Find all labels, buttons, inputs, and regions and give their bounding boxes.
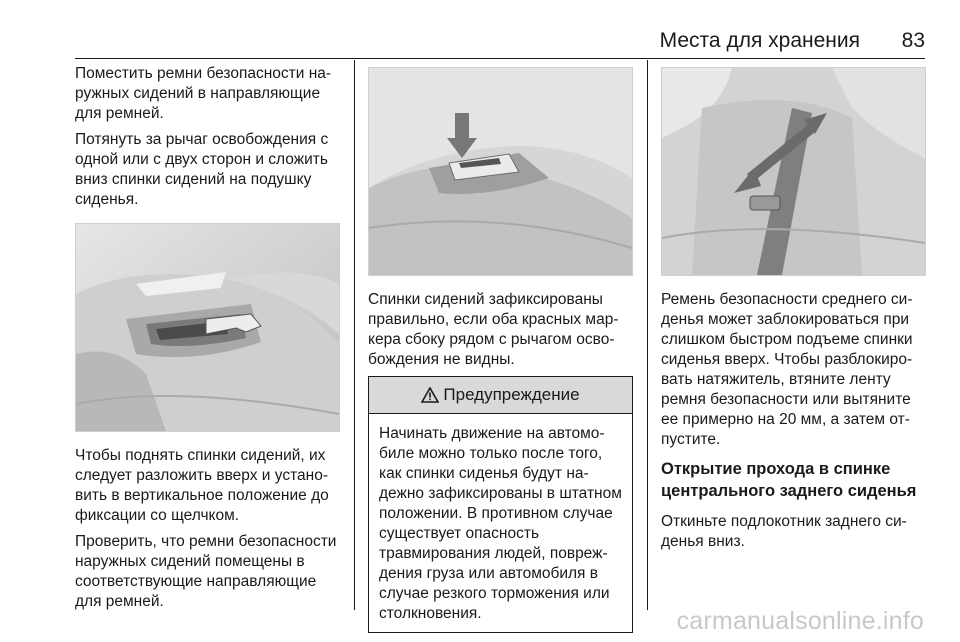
warning-text: Начинать движение на автомобиле можно только после того, как спинки сиденья будут надежно зафиксированы в штатном положении. В противном случае существует опасность травмирования людей, повреждения груза или автомобиля в случае резкого торможения или столкновения.: [379, 425, 622, 622]
paragraph: Чтобы поднять спинки сидений, их следует разложить вверх и установить в вертикальное положение до фиксации со щелчком.: [75, 447, 329, 524]
page-header: [0, 0, 960, 60]
page-number: 83: [901, 29, 925, 52]
seat-belt-illustration: [661, 67, 926, 276]
paragraph: Потянуть за рычаг освобождения с одной или с двух сторон и сложить вниз спинки сидений на подушку сиденья.: [75, 131, 329, 208]
column-divider-1: [354, 60, 355, 610]
paragraph: Ремень безопасности среднего сиденья может заблокироваться при слишком быстром подъеме спинки сиденья вверх. Чтобы разблокировать натяжитель, втяните ленту ремня безопасности или вытяните ее примерно на 20 мм, а затем отпустите.: [661, 291, 913, 448]
page-title: Места для хранения: [659, 29, 860, 52]
warning-box: [368, 376, 633, 633]
warning-header: [369, 377, 632, 414]
column-divider-2: [647, 60, 648, 610]
column-3: [661, 64, 926, 558]
column-2: [368, 64, 633, 633]
header-rule: [75, 58, 925, 59]
seat-release-lever-illustration: [75, 223, 340, 432]
warning-title: Предупреждение: [443, 385, 580, 404]
paragraph: Поместить ремни безопасности наружных сидений в направляющие для ремней.: [75, 65, 332, 122]
warning-triangle-icon: [421, 387, 439, 403]
column-1: [75, 64, 340, 618]
watermark: carmanualsonline.info: [676, 607, 924, 635]
section-heading: Открытие прохода в спинке центрального заднего сиденья: [661, 460, 917, 500]
paragraph: Спинки сидений зафиксированы правильно, если оба красных маркера сбоку рядом с рычагом освобождения не видны.: [368, 291, 619, 368]
paragraph: Проверить, что ремни безопасности наружных сидений помещены в соответствующие направляющие для ремней.: [75, 533, 337, 610]
seat-lock-indicator-illustration: [368, 67, 633, 276]
paragraph: Откиньте подлокотник заднего сиденья вниз.: [661, 513, 907, 550]
